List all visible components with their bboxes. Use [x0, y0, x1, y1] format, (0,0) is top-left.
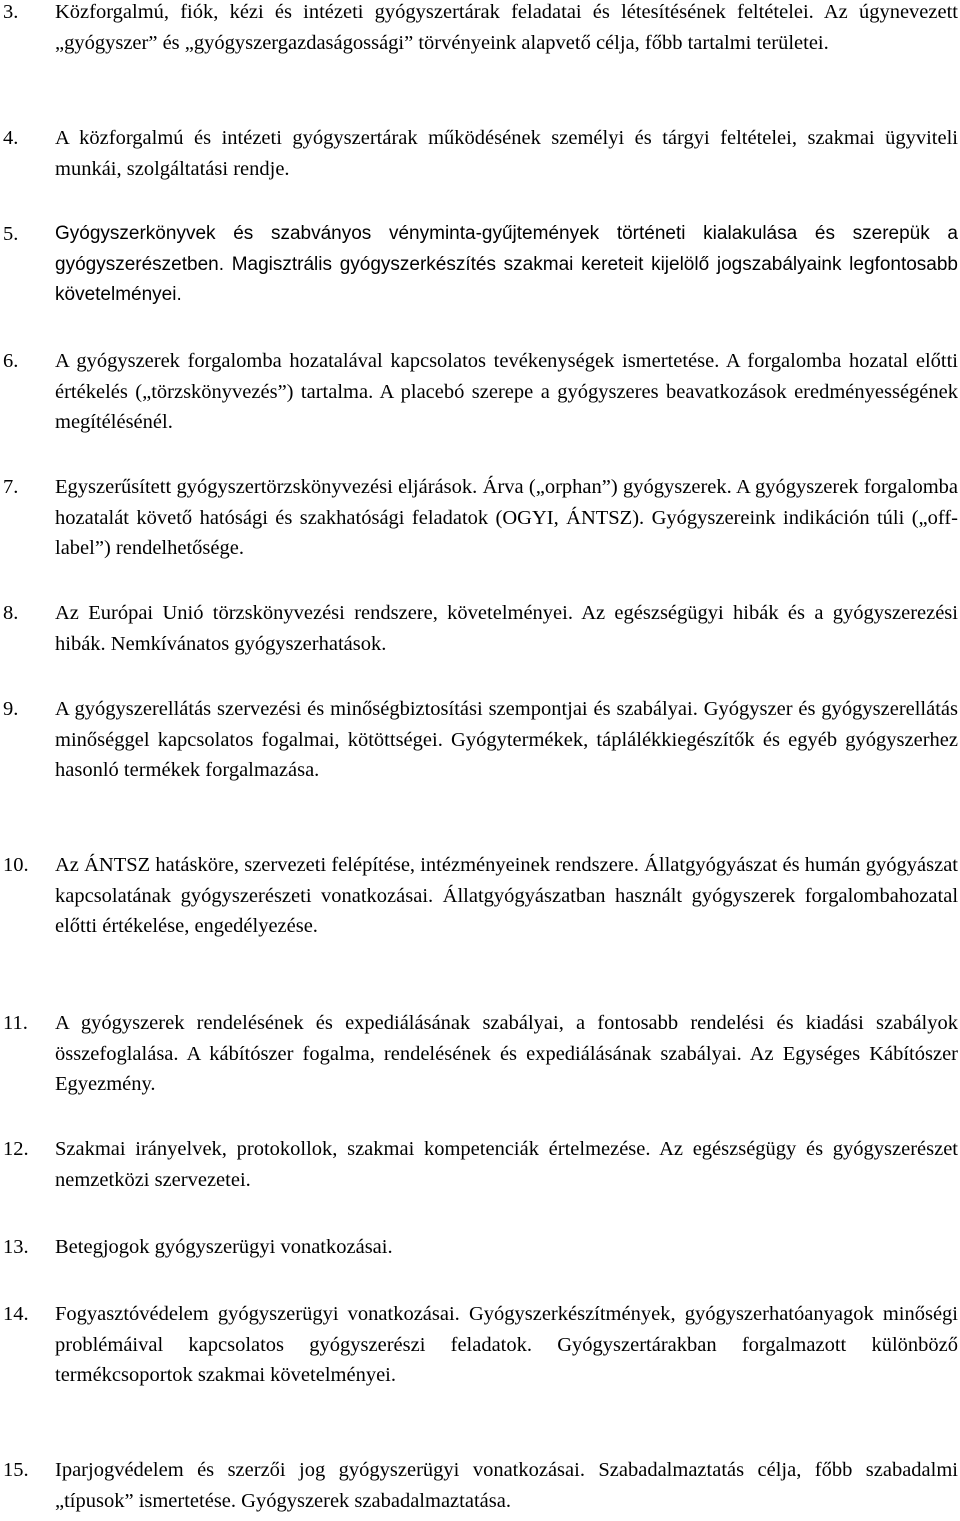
item-number: 10.	[3, 854, 29, 876]
item-sentence: Állatgyógyászatban használt gyógyszerek forgalombahozatal előtti értékelése, engedélyezése.	[55, 884, 959, 937]
item-text	[55, 0, 958, 58]
list-item	[0, 598, 958, 659]
item-text	[55, 850, 958, 942]
item-text	[55, 472, 958, 564]
item-sentence: Gyógyszerkönyvek és szabványos vényminta-gyűjtemények történeti kialakulása és szerepük a gyógyszerészetben.	[55, 223, 958, 275]
item-text	[55, 219, 958, 311]
item-number: 4.	[3, 127, 19, 149]
list-item	[0, 346, 958, 438]
item-sentence: Fogyasztóvédelem gyógyszerügyi vonatkozásai.	[55, 1303, 460, 1325]
item-sentence: A gyógyszerellátás szervezési és minőségbiztosítási szempontjai és szabályai.	[55, 698, 698, 720]
item-number: 7.	[3, 476, 19, 498]
item-sentence: Szakmai irányelvek, protokollok, szakmai kompetenciák értelmezése.	[55, 1138, 651, 1160]
item-sentence: Az Európai Unió törzskönyvezési rendszere, követelményei.	[55, 602, 573, 624]
item-sentence: Gyógyszerek szabadalmaztatása.	[241, 1489, 511, 1512]
item-text	[55, 123, 958, 184]
item-number: 15.	[3, 1459, 29, 1481]
item-text	[55, 694, 958, 786]
item-text	[55, 1455, 958, 1516]
item-number: 3.	[3, 1, 19, 23]
item-text	[55, 1008, 958, 1100]
item-sentence: Gyógyszertárakban forgalmazott különböző termékcsoportok szakmai követelményei.	[55, 1333, 958, 1386]
item-sentence: A placebó szerepe a gyógyszeres beavatkozások eredményességének megítélésénél.	[55, 380, 958, 433]
item-sentence: Az egészségügyi hibák és a gyógyszerezési hibák.	[55, 602, 958, 655]
item-sentence: Gyógyszerkészítmények, gyógyszerhatóanyagok minőségi problémáival kapcsolatos gyógyszerészi feladatok.	[55, 1303, 958, 1356]
list-item	[0, 1455, 958, 1516]
item-sentence: Nemkívánatos gyógyszerhatások.	[110, 632, 387, 655]
list-item	[0, 123, 958, 184]
item-sentence: Szabadalmaztatás célja, főbb szabadalmi „típusok” ismertetése.	[55, 1459, 958, 1512]
list-item	[0, 219, 958, 311]
item-sentence: Egyszerűsített gyógyszertörzskönyvezési eljárások.	[55, 476, 478, 498]
item-number: 11.	[3, 1012, 28, 1034]
item-sentence: A forgalomba hozatal előtti értékelés („törzskönyvezés”) tartalma.	[55, 350, 959, 403]
list-item	[0, 1299, 958, 1391]
item-sentence: Közforgalmú, fiók, kézi és intézeti gyógyszertárak feladatai és létesítésének feltételei. Az úgynevezett „gyógyszer” és „gyógyszergazdaságossági” törvényeink alapvető célja, főbb tartalmi területei.	[55, 1, 958, 54]
item-sentence: A gyógyszerek rendelésének és expediálásának szabályai, a fontosabb rendelési és kiadási szabályok összefoglalása.	[55, 1012, 958, 1065]
item-number: 9.	[3, 698, 19, 720]
item-sentence: Magisztrális gyógyszerkészítés szakmai kereteit kijelölő jogszabályaink legfontosabb követelményei.	[55, 253, 958, 305]
list-item	[0, 0, 958, 58]
item-number: 6.	[3, 350, 19, 372]
list-item	[0, 472, 958, 564]
list-item	[0, 850, 958, 942]
item-sentence: Gyógyszer és gyógyszerellátás minőséggel kapcsolatos fogalmai, kötöttségei.	[55, 698, 959, 751]
item-sentence: A közforgalmú és intézeti gyógyszertárak működésének személyi és tárgyi feltételei, szakmai ügyviteli munkái, szolgáltatási rendje.	[55, 127, 958, 180]
item-sentence: Iparjogvédelem és szerzői jog gyógyszerügyi vonatkozásai.	[55, 1459, 585, 1481]
item-sentence: A gyógyszerek forgalomba hozatalát követő hatósági és szakhatósági feladatok (OGYI, ÁNTSZ).	[55, 476, 959, 529]
item-text	[55, 1299, 958, 1391]
item-sentence: A kábítószer fogalma, rendelésének és expediálásának szabályai.	[186, 1042, 742, 1065]
item-number: 12.	[3, 1138, 29, 1160]
item-text	[55, 598, 958, 659]
list-item	[0, 1134, 958, 1195]
item-sentence: A gyógyszerek forgalomba hozatalával kapcsolatos tevékenységek ismertetése.	[55, 350, 720, 372]
item-number: 14.	[3, 1303, 29, 1325]
item-text	[55, 1134, 958, 1195]
item-sentence: Árva („orphan”) gyógyszerek.	[482, 476, 732, 498]
item-sentence: Gyógyszereink indikáción túli („off-label”) rendelhetősége.	[55, 506, 959, 559]
item-number: 13.	[3, 1236, 29, 1258]
item-sentence: Az Egységes Kábítószer Egyezmény.	[55, 1042, 958, 1095]
item-sentence: Az ÁNTSZ hatásköre, szervezeti felépítése, intézményeinek rendszere.	[55, 854, 639, 876]
item-sentence: Az egészségügy és gyógyszerészet nemzetközi szervezetei.	[55, 1138, 958, 1191]
item-number: 8.	[3, 602, 19, 624]
item-sentence: Gyógytermékek, táplálékkiegészítők és egyéb gyógyszerhez hasonló termékek forgalmazása.	[55, 728, 958, 781]
item-sentence: Betegjogok gyógyszerügyi vonatkozásai.	[55, 1236, 393, 1258]
list-item	[0, 694, 958, 786]
list-item	[0, 1008, 958, 1100]
item-text	[55, 346, 958, 438]
item-sentence: Állatgyógyászat és humán gyógyászat kapcsolatának gyógyszerészeti vonatkozásai.	[55, 854, 958, 907]
list-item	[0, 1232, 958, 1263]
item-text	[55, 1232, 958, 1263]
item-number: 5.	[3, 223, 19, 245]
